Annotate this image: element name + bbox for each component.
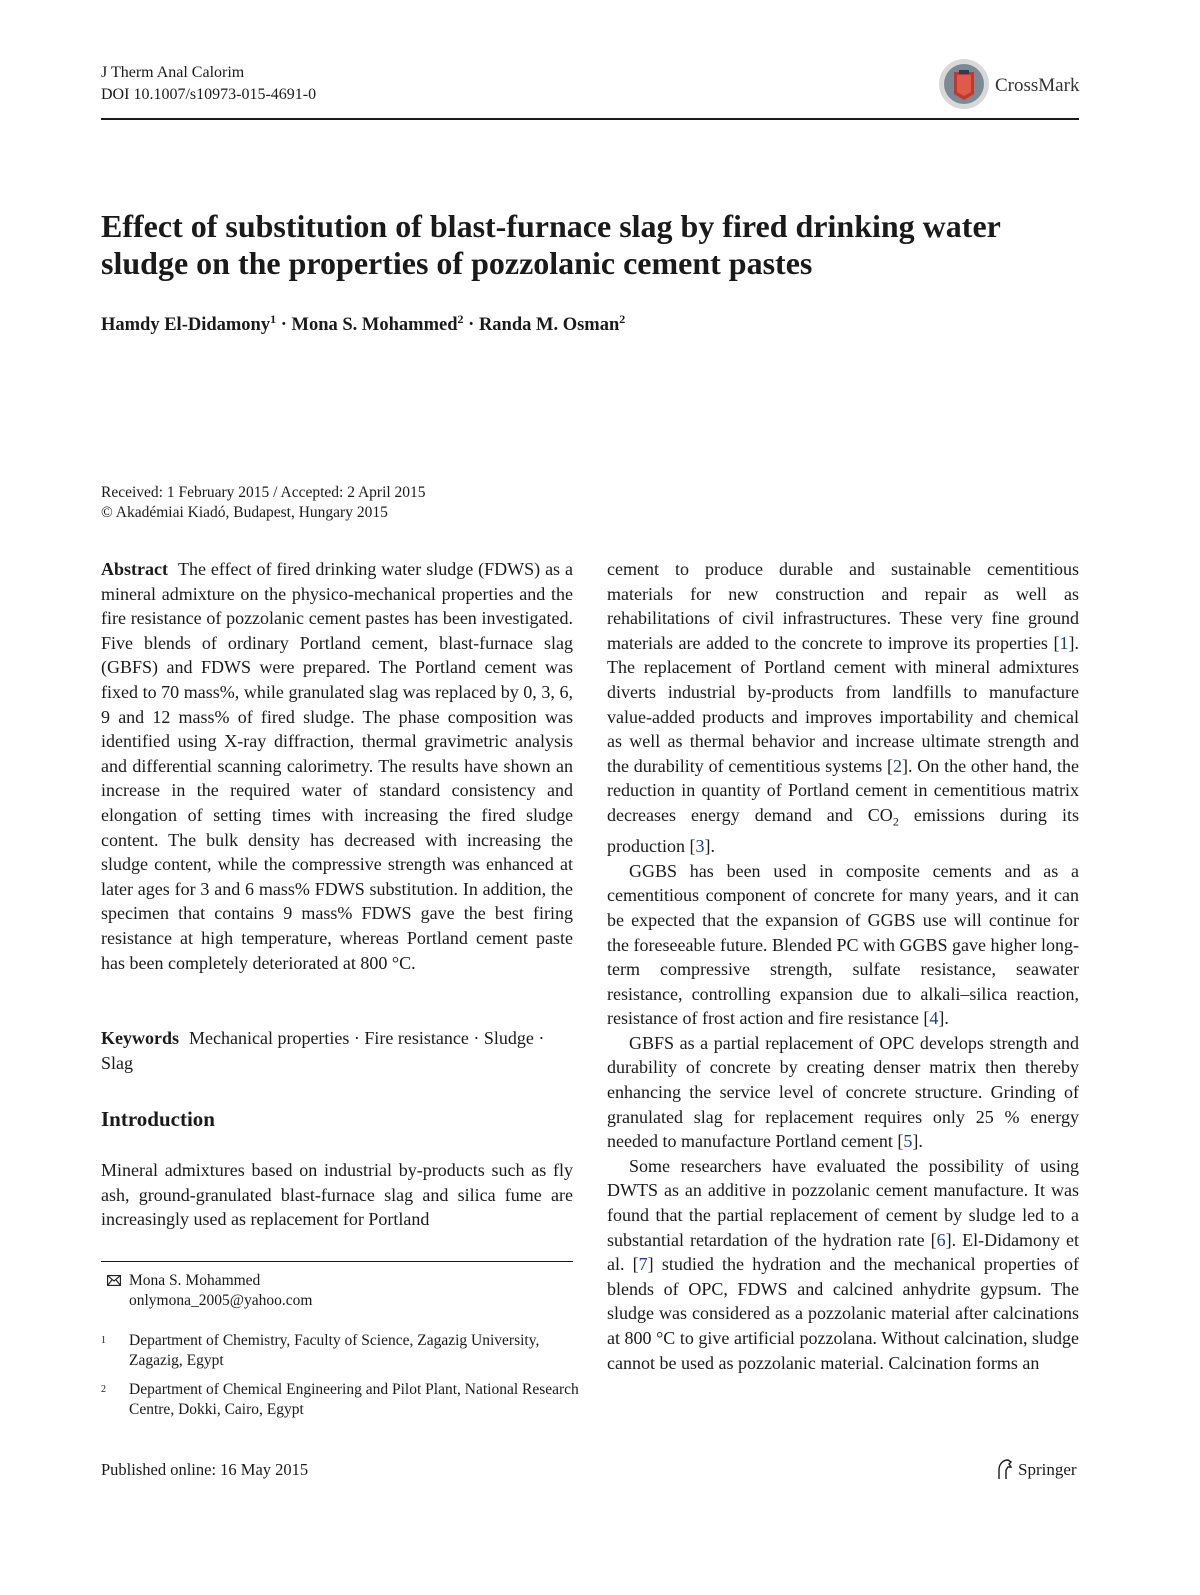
author-affiliation-mark: 1 [270, 312, 277, 326]
body-paragraph: GBFS as a partial replacement of OPC develops strength and durability of concrete by creating denser matrix then thereby enhancing the service level of concrete structure. Grinding of granulated slag for replacement requires only 25 % energy needed to manufacture Portland cement [5]. [607, 1032, 1079, 1152]
springer-horse-icon [996, 1458, 1014, 1480]
journal-name: J Therm Anal Calorim [101, 64, 245, 81]
citation-link[interactable]: 5 [903, 1131, 913, 1152]
publication-dates [101, 483, 426, 523]
author-list [101, 312, 625, 336]
introduction-text: Mineral admixtures based on industrial by-products such as fly ash, ground-granulated blast-furnace slag and silica fume are increasingly used as replacement for Portland [101, 1160, 573, 1230]
corresponding-author-note [107, 1271, 577, 1313]
body-paragraph: GGBS has been used in composite cements and as a cementitious component of concrete for many years, and it can be expected that the expansion of GGBS use will continue for the foreseeable future. Blended PC with GGBS gave higher long-term compressive strength, sulfate resistance, seawater resistance, controlling expansion due to alkali–silica reaction, resistance of frost action and fire resistance [4]. [607, 860, 1079, 1029]
introduction-paragraph [101, 1158, 573, 1232]
author-name[interactable]: Randa M. Osman [478, 315, 620, 336]
affiliation-1 [101, 1331, 579, 1373]
copyright: © Akadémiai Kiadó, Budapest, Hungary 2015 [101, 504, 388, 521]
keywords-text: Mechanical properties · Fire resistance · Sludge · Slag [101, 1028, 545, 1073]
envelope-icon [107, 1275, 121, 1286]
affiliation-mark: 2 [101, 1384, 106, 1395]
keywords [101, 1026, 573, 1075]
right-column [607, 557, 1079, 1375]
corresponding-author-name: Mona S. Mohammed [129, 1272, 261, 1289]
author-name[interactable]: Hamdy El-Didamony [101, 315, 271, 336]
citation-link[interactable]: 4 [929, 1008, 939, 1029]
affiliation-text: Department of Chemistry, Faculty of Science, Zagazig University, Zagazig, Egypt [129, 1332, 540, 1369]
citation-link[interactable]: 7 [638, 1254, 648, 1275]
footnote-rule [101, 1261, 573, 1262]
corresponding-author-email[interactable]: onlymona_2005@yahoo.com [129, 1292, 313, 1309]
author-affiliation-mark: 2 [619, 312, 626, 326]
citation-link[interactable]: 1 [1059, 632, 1069, 653]
abstract-text: The effect of fired drinking water sludge (FDWS) as a mineral admixture on the physico-mechanical properties and the fire resistance of pozzolanic cement pastes has been investigated. Five blends of ordinary Portland cement, blast-furnace slag (GBFS) and FDWS were prepared. The Portland cement was fixed to 70 mass%, while granulated slag was replaced by 0, 3, 6, 9 and 12 mass% of fired sludge. The phase composition was identified using X-ray diffraction, thermal gravimetric analysis and differential scanning calorimetry. The results have shown an increase in the required water of standard consistency and elongation of setting times with increasing the fired sludge content. The bulk density has decreased with increasing the sludge content, while the compressive strength was enhanced at later ages for 3 and 6 mass% FDWS substitution. In addition, the specimen that contains 9 mass% FDWS gave the best firing resistance at high temperature, whereas Portland cement paste has been completely deteriorated at 800 °C. [101, 559, 573, 973]
affiliation-text: Department of Chemical Engineering and Pilot Plant, National Research Centre, Dokki, Cairo, Egypt [129, 1381, 579, 1418]
author-separator: · [280, 315, 287, 336]
citation-link[interactable]: 6 [936, 1229, 946, 1250]
citation-link[interactable]: 2 [893, 755, 902, 776]
body-paragraph: Some researchers have evaluated the possibility of using DWTS as an additive in pozzolanic cement manufacture. It was found that the partial replacement of cement by sludge led to a substantial retardation of the hydration rate [6]. El-Didamony et al. [7] studied the hydration and the mechanical properties of blends of OPC, FDWS and calcined anhydrite gypsum. The sludge was considered as a pozzolanic material after calcinations at 800 °C to give artificial pozzolana. Without calcination, sludge cannot be used as pozzolanic material. Calcination forms an [607, 1155, 1079, 1373]
affiliation-mark: 1 [101, 1335, 106, 1346]
citation-link[interactable]: 3 [695, 836, 705, 857]
publisher-name: Springer [1018, 1460, 1077, 1479]
header-rule [101, 118, 1079, 120]
keywords-label: Keywords [101, 1028, 179, 1048]
abstract [101, 557, 573, 975]
crossmark-label: CrossMark [995, 75, 1080, 96]
doi[interactable]: DOI 10.1007/s10973-015-4691-0 [101, 86, 317, 103]
section-heading-introduction: Introduction [101, 1107, 215, 1131]
author-affiliation-mark: 2 [457, 312, 464, 326]
journal-header [101, 62, 316, 106]
body-paragraph: cement to produce durable and sustainable cementitious materials for new construction and repair as well as rehabilitations of civil infrastructures. These very fine ground materials are added to the concrete to improve its properties [1]. The replacement of Portland cement with mineral admixtures diverts industrial by-products from landfills to manufacture value-added products and improves importability and chemical as well as thermal behavior and increase ultimate strength and the durability of cementitious systems [2]. On the other hand, the reduction in quantity of Portland cement in cementitious matrix decreases energy demand and $CO_2$ emissions during its production [3]. [607, 559, 1079, 857]
article-title: Effect of substitution of blast-furnace slag by fired drinking water sludge on the properties of pozzolanic cement pastes [101, 208, 1001, 281]
author-separator: · [468, 315, 475, 336]
received-accepted: Received: 1 February 2015 / Accepted: 2 April 2015 [101, 484, 426, 501]
crossmark-icon [938, 58, 990, 110]
affiliation-2 [101, 1380, 579, 1422]
publisher-logo [996, 1458, 1077, 1480]
abstract-label: Abstract [101, 559, 168, 579]
published-online: Published online: 16 May 2015 [101, 1460, 309, 1479]
crossmark-badge[interactable] [938, 58, 1083, 114]
author-name[interactable]: Mona S. Mohammed [291, 315, 458, 336]
